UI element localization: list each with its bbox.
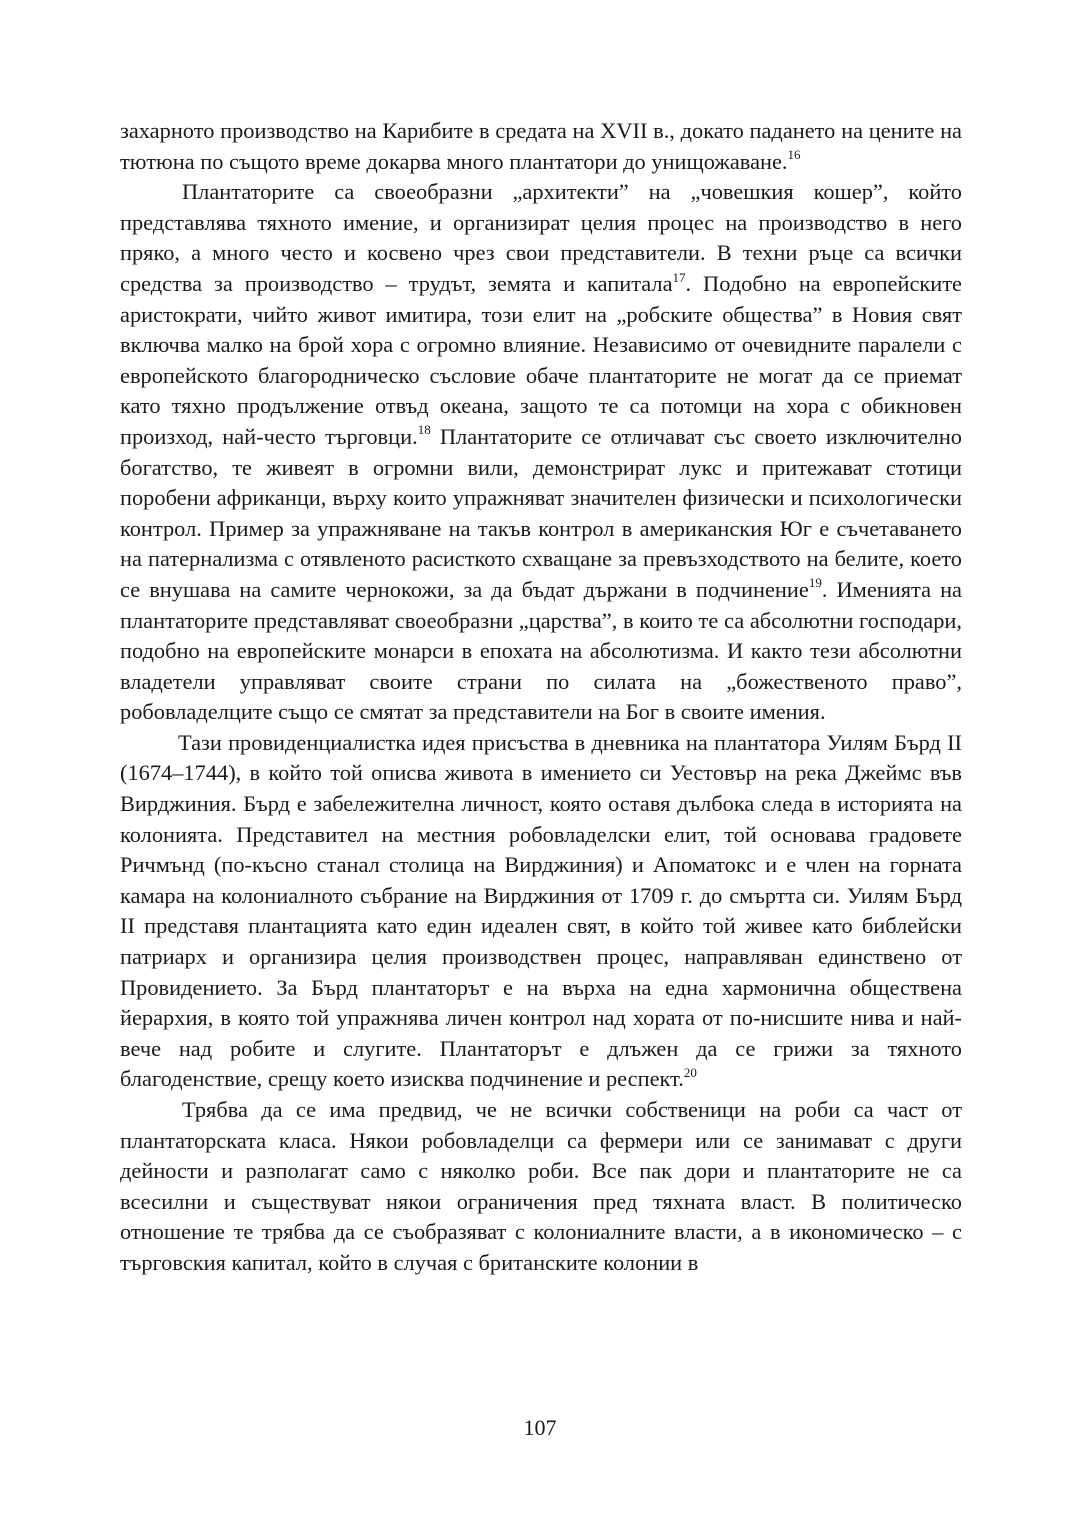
text-run: Плантаторите се отличават със своето изключително богатство, те живеят в огромни вили, демонстрират лукс и притежават стотици поробени африканци, върху които упражняват значителен физически и психологически контрол. Пример за упражняване на такъв контрол в американския Юг е съчетаването на патернализма с отявленото расисткото схващане за превъзходството на белите, което се внушава на самите чернокожи, за да бъдат държани в подчинение: [120, 423, 962, 602]
page-number: 107: [523, 1415, 557, 1440]
footnote-ref[interactable]: 17: [672, 269, 686, 285]
paragraph: [120, 1095, 962, 1279]
text-run: . Именията на плантаторите представляват своеобразни „царства”, в които те са абсолютни господари, подобно на европейските монарси в епохата на абсолютизма. И както тези абсолютни владетели управляват своите страни по силата на „божественото право”, робовладелците също се смятат за представители на Бог в своите имения.: [120, 576, 962, 725]
footnote-ref[interactable]: 18: [417, 422, 431, 438]
paragraph: [120, 728, 962, 1095]
paragraph: [120, 177, 962, 728]
text-run: захарното производство на Карибите в средата на XVII в., докато падането на цените на тютюна по същото време докарва много плантатори до унищожаване.: [120, 118, 962, 174]
footnote-ref[interactable]: 19: [808, 575, 822, 591]
text-run: Тази провиденциалистка идея присъства в дневника на плантатора Уилям Бърд II (1674–1744), в който той описва живота в имението си Уестовър на река Джеймс във Вирджиния. Бърд е забележителна личност, която оставя дълбока следа в историята на колонията. Представител на местния робовладелски елит, той основава градовете Ричмънд (по-късно станал столица на Вирджиния) и Апоматокс и е член на горната камара на колониалното събрание на Вирджиния от 1709 г. до смъртта си. Уилям Бърд II представя плантацията като един идеален свят, в който той живее като библейски патриарх и организира целия производствен процес, направляван единствено от Провидението. За Бърд плантаторът е на върха на една хармонична обществена йерархия, в която той упражнява личен контрол над хората от по-нисшите нива и най-вече над робите и слугите. Плантаторът е длъжен да се грижи за тяхното благоденствие, срещу което изисква подчинение и респект.: [120, 729, 962, 1092]
body-text: [120, 116, 962, 1279]
paragraph: [120, 116, 962, 177]
footnote-ref[interactable]: 16: [787, 147, 801, 163]
footnote-ref[interactable]: 20: [683, 1064, 697, 1080]
text-run: Плантаторите са своеобразни „архитекти” на „човешкия кошер”, който представлява тяхното имение, и организират целия процес на производство в него пряко, а много често и косвено чрез свои представители. В техни ръце са всички средства за производство – трудът, земята и капитала: [120, 179, 962, 296]
text-run: Трябва да се има предвид, че не всички собственици на роби са част от плантаторската класа. Някои робовладелци са фермери или се занимават с други дейности и разполагат само с няколко роби. Все пак дори и плантаторите не са всесилни и съществуват някои ограничения пред тяхната власт. В политическо отношение те трябва да се съобразяват с колониалните власти, а в икономическо – с търговския капитал, който в случая с британските колонии в: [120, 1097, 962, 1275]
text-run: . Подобно на европейските аристократи, чийто живот имитира, този елит на „робските общества” в Новия свят включва малко на брой хора с огромно влияние. Независимо от очевидните паралели с европейското благородническо съсловие обаче плантаторите не могат да се приемат като тяхно продължение отвъд океана, защото те са потомци на хора с обикновен произход, най-често търговци.: [120, 270, 962, 449]
